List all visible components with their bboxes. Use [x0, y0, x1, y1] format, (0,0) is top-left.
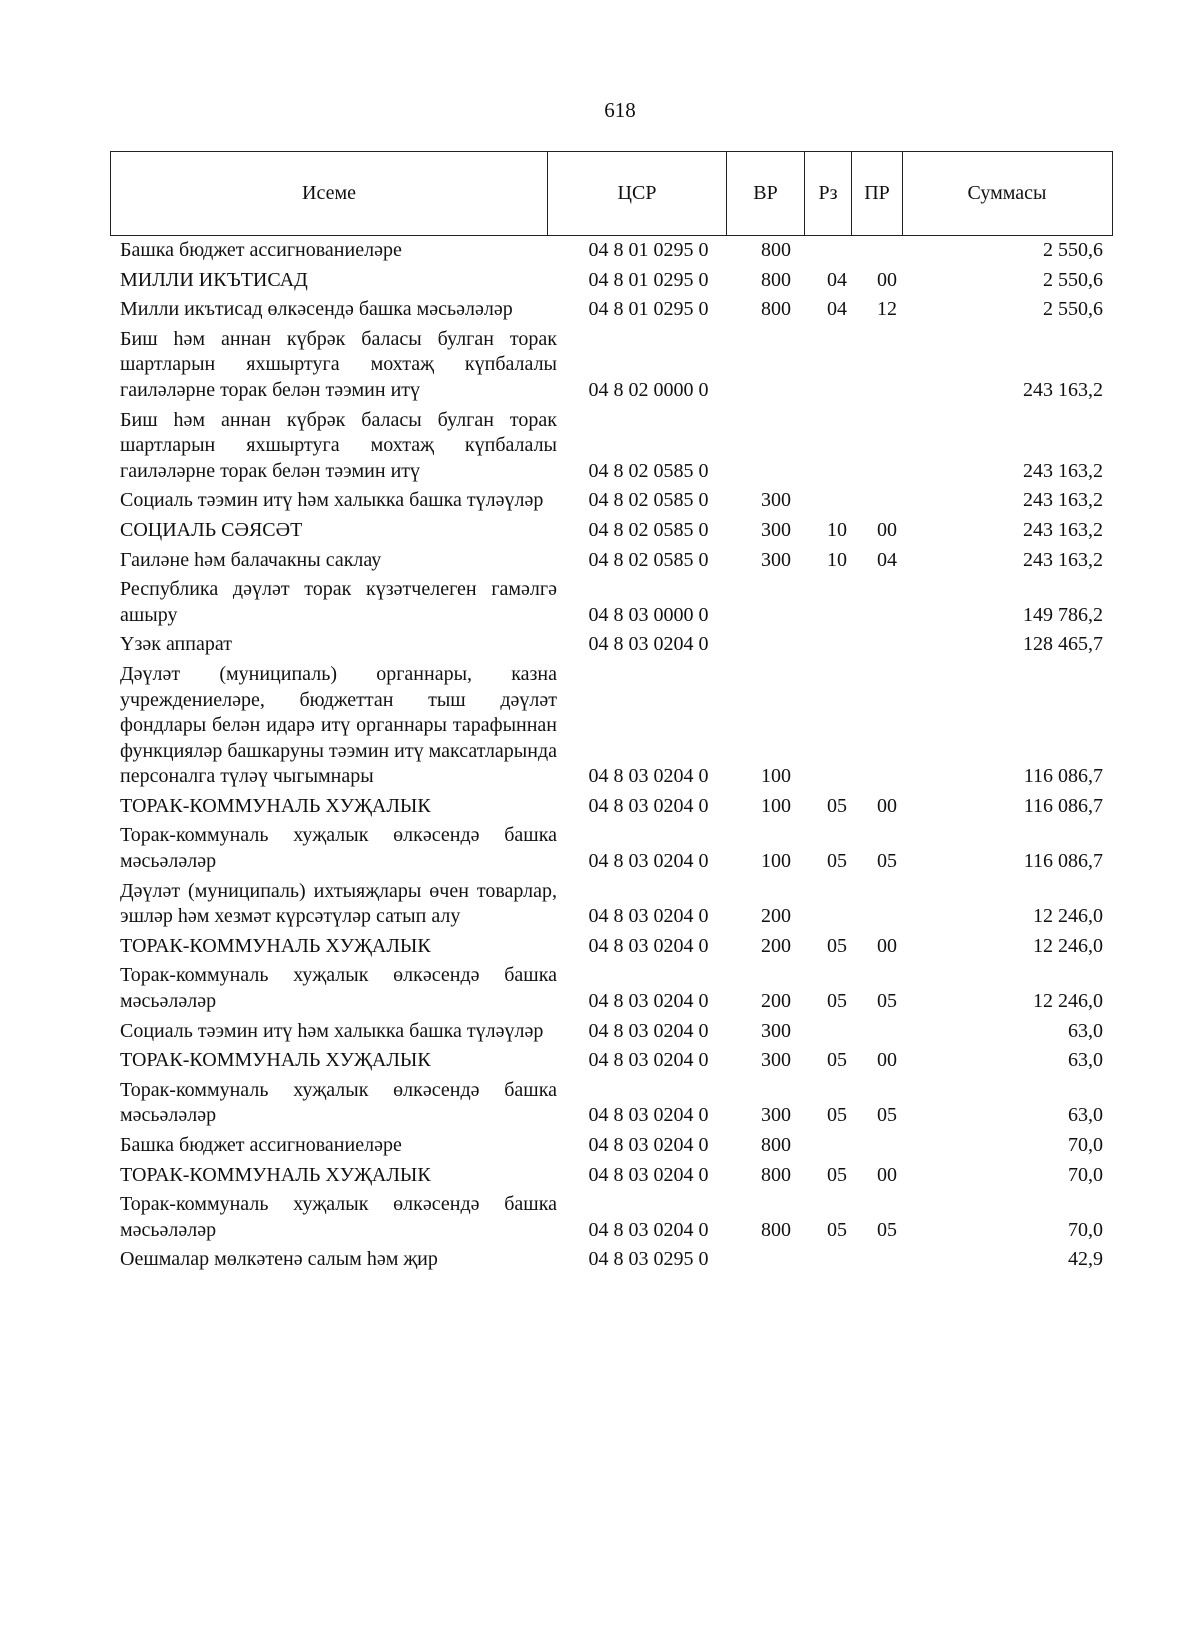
cell-csr: 04 8 01 0295 0 — [588, 298, 709, 321]
cell-name: Башка бюджет ассигнованиеләре — [120, 239, 402, 261]
cell-sum: 128 465,7 — [1023, 633, 1103, 656]
table-row — [120, 1133, 1105, 1159]
cell-csr: 04 8 03 0000 0 — [588, 603, 709, 626]
table-row — [120, 934, 1105, 960]
cell-name: ТОРАК-КОММУНАЛЬ ХУҖАЛЫК — [120, 934, 431, 957]
cell-name: Биш һәм аннан күбрәк баласы булган торак шартларын яхшыртуга мохтаҗ күпбалалы гаиләләрне торак белән тәэмин итү — [120, 327, 557, 401]
cell-name: Торак-коммуналь хуҗалык өлкәсендә башка мәсьәләләр — [120, 824, 557, 873]
cell-name: Социаль тәэмин итү һәм халыкка башка түләүләр — [120, 489, 544, 512]
cell-csr: 04 8 02 0585 0 — [588, 489, 709, 512]
cell-name: Үзәк аппарат — [120, 633, 232, 656]
cell-sum: 12 246,0 — [1033, 990, 1103, 1013]
cell-csr: 04 8 03 0204 0 — [588, 633, 709, 656]
cell-name: ТОРАК-КОММУНАЛЬ ХУҖАЛЫК — [120, 794, 431, 817]
table-row — [120, 1048, 1105, 1074]
table-row — [120, 794, 1105, 820]
cell-name: ТОРАК-КОММУНАЛЬ ХУҖАЛЫК — [120, 1049, 431, 1072]
table-row — [120, 963, 1105, 1014]
cell-rz: 04 — [827, 298, 847, 321]
cell-sum: 116 086,7 — [1023, 765, 1103, 788]
header-rz: Рз — [805, 152, 852, 235]
cell-vr: 800 — [761, 1218, 791, 1241]
cell-pr: 05 — [877, 1104, 897, 1127]
table-row — [120, 1192, 1105, 1243]
cell-rz: 04 — [827, 268, 847, 291]
cell-pr: 00 — [877, 1163, 897, 1186]
header-sum: Суммасы — [967, 182, 1047, 204]
cell-csr: 04 8 03 0204 0 — [588, 990, 709, 1013]
cell-csr: 04 8 03 0204 0 — [588, 934, 709, 957]
cell-csr: 04 8 03 0204 0 — [588, 850, 709, 873]
cell-sum: 70,0 — [1068, 1218, 1103, 1241]
cell-pr: 00 — [877, 934, 897, 957]
cell-sum: 116 086,7 — [1023, 850, 1103, 873]
cell-csr: 04 8 02 0000 0 — [588, 378, 709, 401]
cell-pr: 05 — [877, 1218, 897, 1241]
table-row — [120, 577, 1105, 628]
cell-pr: 00 — [877, 518, 897, 541]
table-row — [120, 1163, 1105, 1189]
cell-pr: 05 — [877, 990, 897, 1013]
cell-sum: 243 163,2 — [1023, 459, 1103, 482]
cell-rz: 05 — [827, 850, 847, 873]
table-row — [120, 268, 1105, 294]
cell-csr: 04 8 03 0295 0 — [588, 1248, 709, 1271]
cell-sum: 63,0 — [1068, 1019, 1103, 1042]
cell-csr: 04 8 03 0204 0 — [588, 1049, 709, 1072]
table-row — [120, 662, 1105, 790]
cell-name: Торак-коммуналь хуҗалык өлкәсендә башка мәсьәләләр — [120, 1078, 557, 1127]
cell-vr: 200 — [761, 934, 791, 957]
header-pr: ПР — [852, 152, 903, 235]
cell-rz: 10 — [827, 548, 847, 571]
cell-sum: 116 086,7 — [1023, 794, 1103, 817]
cell-sum: 243 163,2 — [1023, 489, 1103, 512]
cell-sum: 2 550,6 — [1043, 239, 1103, 261]
cell-vr: 100 — [761, 794, 791, 817]
cell-name: Милли икътисад өлкәсендә башка мәсьәләләр — [120, 298, 513, 321]
cell-csr: 04 8 02 0585 0 — [588, 459, 709, 482]
table-row — [120, 238, 1105, 264]
cell-csr: 04 8 03 0204 0 — [588, 1163, 709, 1186]
cell-csr: 04 8 03 0204 0 — [588, 905, 709, 928]
cell-csr: 04 8 01 0295 0 — [588, 268, 709, 291]
cell-csr: 04 8 03 0204 0 — [588, 1104, 709, 1127]
table-row — [120, 1078, 1105, 1129]
cell-pr: 00 — [877, 794, 897, 817]
cell-name: Дәүләт (муниципаль) органнары, казна учреждениеләре, бюджеттан тыш дәүләт фондлары белән идарә итү органнары тарафыннан функцияләр башкаруны тәэмин итү максатларында персоналга түләү чыгымнары — [120, 662, 557, 788]
cell-sum: 2 550,6 — [1043, 268, 1103, 291]
cell-sum: 12 246,0 — [1033, 934, 1103, 957]
cell-vr: 300 — [761, 1104, 791, 1127]
cell-name: Республика дәүләт торак күзәтчелеген гамәлгә ашыру — [120, 578, 557, 626]
cell-name: Торак-коммуналь хуҗалык өлкәсендә башка мәсьәләләр — [120, 964, 557, 1013]
table-row — [120, 1247, 1105, 1273]
cell-rz: 05 — [827, 1218, 847, 1241]
cell-vr: 800 — [761, 1134, 791, 1156]
cell-rz: 05 — [827, 1163, 847, 1186]
cell-csr: 04 8 02 0585 0 — [588, 518, 709, 541]
cell-sum: 70,0 — [1068, 1163, 1103, 1186]
cell-vr: 800 — [761, 239, 791, 261]
cell-rz: 05 — [827, 990, 847, 1013]
cell-name: Оешмалар мөлкәтенә салым һәм җир — [120, 1248, 438, 1271]
cell-sum: 70,0 — [1068, 1134, 1103, 1156]
header-vr: ВР — [727, 152, 805, 235]
cell-rz: 05 — [827, 934, 847, 957]
cell-vr: 300 — [761, 1019, 791, 1042]
table-header — [110, 151, 1113, 236]
header-name: Исеме — [111, 152, 548, 235]
cell-pr: 00 — [877, 1049, 897, 1072]
cell-vr: 300 — [761, 1049, 791, 1072]
cell-csr: 04 8 01 0295 0 — [588, 239, 709, 261]
cell-rz: 10 — [827, 518, 847, 541]
cell-name: Гаиләне һәм балачакны саклау — [120, 548, 382, 571]
table-row — [120, 548, 1105, 574]
cell-csr: 04 8 03 0204 0 — [588, 765, 709, 788]
cell-sum: 243 163,2 — [1023, 548, 1103, 571]
table-row — [120, 1019, 1105, 1045]
cell-vr: 200 — [761, 990, 791, 1013]
table-row — [120, 327, 1105, 404]
table-body — [120, 238, 1105, 1277]
cell-pr: 05 — [877, 850, 897, 873]
cell-name: Дәүләт (муниципаль) ихтыяҗлары өчен товарлар, эшләр һәм хезмәт күрсәтүләр сатып алу — [120, 879, 557, 928]
cell-name: Социаль тәэмин итү һәм халыкка башка түләүләр — [120, 1019, 544, 1042]
cell-rz: 05 — [827, 1049, 847, 1072]
page-number: 618 — [604, 98, 636, 122]
cell-name: МИЛЛИ ИКЪТИСАД — [120, 268, 308, 291]
cell-sum: 2 550,6 — [1043, 298, 1103, 321]
cell-sum: 243 163,2 — [1023, 378, 1103, 401]
cell-vr: 300 — [761, 489, 791, 512]
cell-csr: 04 8 02 0585 0 — [588, 548, 709, 571]
cell-rz: 05 — [827, 794, 847, 817]
cell-sum: 12 246,0 — [1033, 905, 1103, 928]
cell-name: Торак-коммуналь хуҗалык өлкәсендә башка мәсьәләләр — [120, 1193, 557, 1241]
cell-vr: 100 — [761, 850, 791, 873]
cell-vr: 300 — [761, 518, 791, 541]
cell-rz: 05 — [827, 1104, 847, 1127]
cell-name: Башка бюджет ассигнованиеләре — [120, 1134, 402, 1156]
cell-sum: 42,9 — [1068, 1248, 1103, 1271]
cell-vr: 800 — [761, 268, 791, 291]
cell-vr: 800 — [761, 1163, 791, 1186]
cell-vr: 300 — [761, 548, 791, 571]
cell-vr: 100 — [761, 765, 791, 788]
cell-pr: 00 — [877, 268, 897, 291]
table-row — [120, 488, 1105, 514]
cell-csr: 04 8 03 0204 0 — [588, 794, 709, 817]
table-row — [120, 823, 1105, 874]
header-csr: ЦСР — [548, 152, 727, 235]
table-row — [120, 879, 1105, 930]
cell-name: СОЦИАЛЬ СӘЯСӘТ — [120, 518, 303, 541]
cell-vr: 200 — [761, 905, 791, 928]
cell-name: Биш һәм аннан күбрәк баласы булган торак шартларын яхшыртуга мохтаҗ күпбалалы гаиләләрне торак белән тәэмин итү — [120, 408, 557, 482]
table-row — [120, 408, 1105, 485]
cell-name: ТОРАК-КОММУНАЛЬ ХУҖАЛЫК — [120, 1163, 431, 1186]
table-row — [120, 297, 1105, 323]
cell-sum: 63,0 — [1068, 1104, 1103, 1127]
cell-csr: 04 8 03 0204 0 — [588, 1019, 709, 1042]
table-row — [120, 632, 1105, 658]
table-row — [120, 518, 1105, 544]
cell-sum: 243 163,2 — [1023, 518, 1103, 541]
cell-vr: 800 — [761, 298, 791, 321]
cell-csr: 04 8 03 0204 0 — [588, 1134, 709, 1156]
cell-sum: 63,0 — [1068, 1049, 1103, 1072]
cell-pr: 04 — [877, 548, 897, 571]
cell-pr: 12 — [877, 298, 897, 321]
cell-sum: 149 786,2 — [1023, 603, 1103, 626]
cell-csr: 04 8 03 0204 0 — [588, 1218, 709, 1241]
